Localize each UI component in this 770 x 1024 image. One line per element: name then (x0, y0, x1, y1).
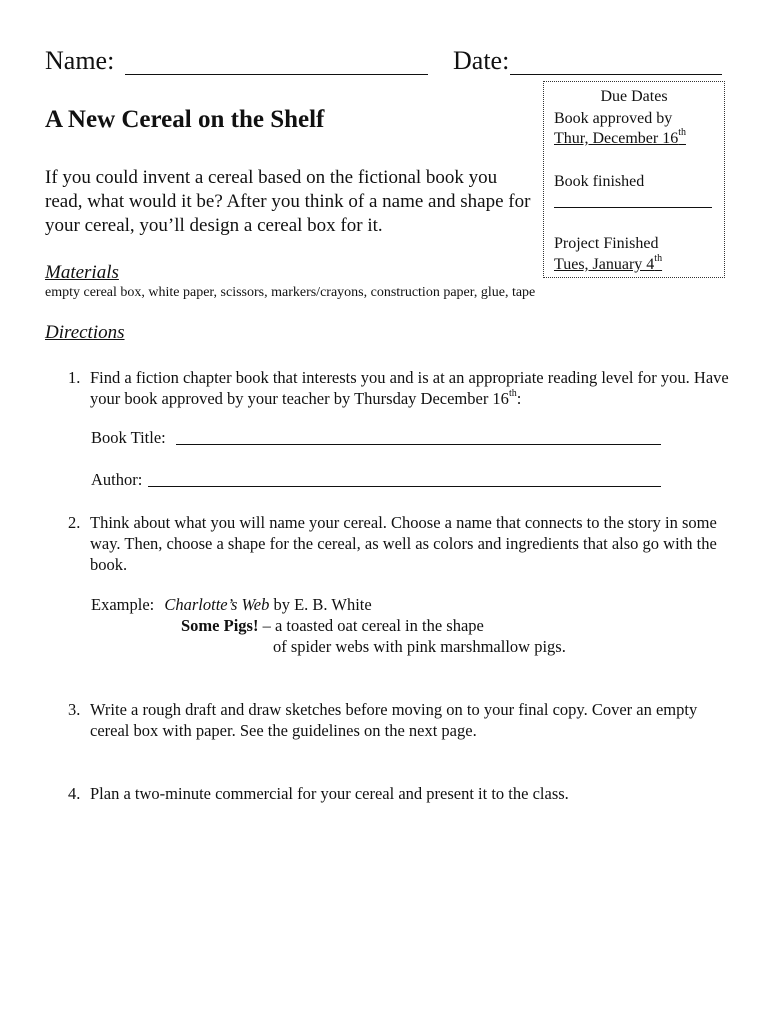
example-cereal-desc-2: of spider webs with pink marshmallow pigs. (273, 637, 566, 656)
item-text: Plan a two-minute commercial for your cereal and present it to the class. (90, 784, 569, 803)
approved-date: Thur, December 16th (554, 126, 686, 147)
item-number: 1. (68, 368, 81, 387)
finished-label: Book finished (554, 173, 645, 190)
project-date: Tues, January 4th (554, 252, 663, 273)
item-text: Find a fiction chapter book that interests you and is at an appropriate reading level for you. Have your book approved by your teacher by Thursday December 16th: (90, 368, 729, 408)
date-field[interactable] (510, 74, 722, 75)
intro-paragraph: If you could invent a cereal based on the fictional book you read, what would it be? After you think of a name and shape for your cereal, you’ll design a cereal box for it. (45, 167, 531, 236)
approved-label: Book approved by (554, 110, 673, 127)
page-title: A New Cereal on the Shelf (45, 106, 325, 133)
directions-heading: Directions (45, 322, 125, 343)
direction-item-4 (68, 783, 730, 804)
book-title-label: Book Title: (91, 428, 166, 447)
direction-item-3 (68, 699, 730, 741)
materials-text: empty cereal box, white paper, scissors, markers/crayons, construction paper, glue, tape (45, 285, 536, 300)
date-label: Date: (453, 46, 510, 75)
finished-date-field[interactable] (554, 207, 712, 208)
item-text: Write a rough draft and draw sketches before moving on to your final copy. Cover an empty cereal box with paper. See the guidelines on the next page. (90, 700, 698, 740)
due-dates-heading: Due Dates (600, 88, 668, 105)
materials-heading: Materials (45, 262, 119, 283)
name-label: Name: (45, 46, 115, 75)
direction-item-1 (68, 367, 730, 409)
project-label: Project Finished (554, 235, 659, 252)
example-book: Charlotte’s Web (164, 595, 270, 614)
item-number: 4. (68, 784, 81, 803)
example-label: Example: (91, 595, 155, 614)
example-cereal-name: Some Pigs! (181, 616, 259, 635)
example-line (91, 595, 372, 615)
example-cereal-desc: – a toasted oat cereal in the shape (262, 616, 484, 635)
name-field[interactable] (125, 74, 428, 75)
example-cereal (181, 616, 484, 636)
item-number: 3. (68, 700, 81, 719)
item-number: 2. (68, 513, 81, 532)
direction-item-2 (68, 512, 730, 575)
example-author: by E. B. White (273, 595, 372, 614)
author-label: Author: (91, 470, 143, 489)
item-text: Think about what you will name your cereal. Choose a name that connects to the story in some way. Then, choose a shape for the cereal, as well as colors and ingredients that also go with the book. (90, 513, 717, 574)
book-title-field[interactable] (176, 444, 661, 445)
author-field[interactable] (148, 486, 661, 487)
